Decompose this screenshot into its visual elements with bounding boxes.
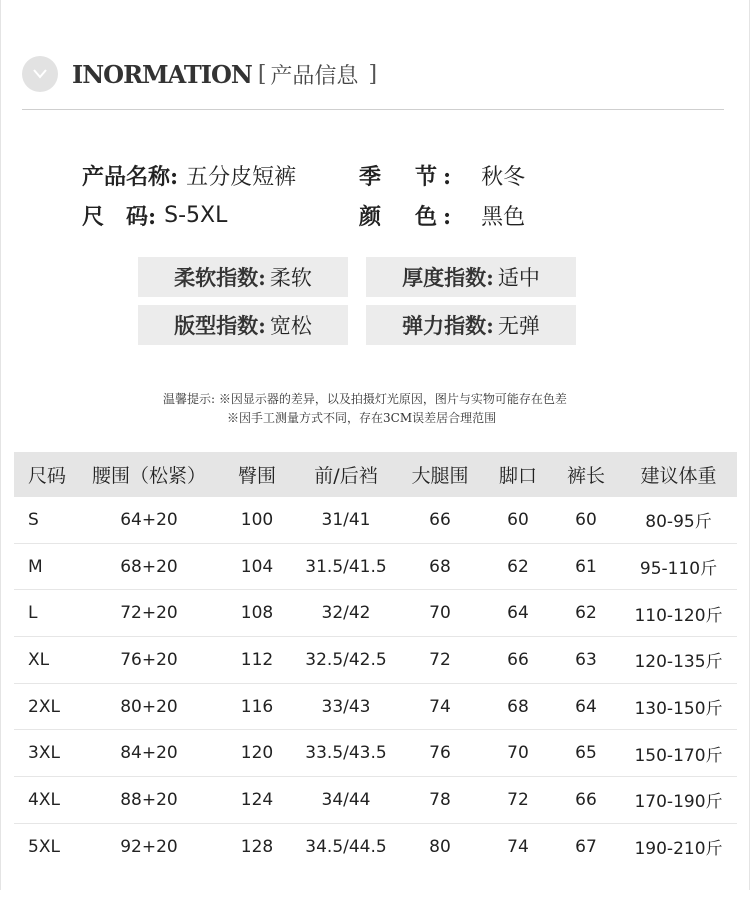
info-color [359, 200, 525, 231]
table-cell: 2XL [14, 683, 80, 730]
table-cell: 76+20 [80, 637, 218, 684]
table-cell: 66 [484, 637, 552, 684]
col-header: 脚口 [484, 452, 552, 497]
table-cell: 32.5/42.5 [296, 637, 396, 684]
table-cell: 104 [218, 543, 296, 590]
info-product-name [82, 160, 296, 191]
table-header-row [14, 452, 737, 497]
table-cell: 61 [552, 543, 620, 590]
section-header [22, 56, 377, 92]
table-cell: 92+20 [120, 836, 178, 857]
note-line-1: 温馨提示: ※因显示器的差异，以及拍摄灯光原因，图片与实物可能存在色差 [163, 392, 567, 406]
table-row [14, 543, 737, 590]
header-divider [22, 109, 724, 110]
header-bracket-open: [ [257, 61, 267, 87]
col-header: 尺码 [14, 452, 80, 497]
table-cell: 32/42 [296, 590, 396, 637]
softness-value: 柔软 [269, 266, 312, 290]
table-cell: 120-135斤 [620, 637, 737, 684]
table-cell: S [14, 497, 80, 543]
col-header: 腰围（松紧） [80, 452, 218, 497]
table-cell: 108 [218, 590, 296, 637]
table-cell: 150-170斤 [620, 730, 737, 777]
table-cell: 76 [396, 730, 484, 777]
table-cell: 64+20 [80, 497, 218, 543]
table-cell: 110-120斤 [620, 590, 737, 637]
table-cell: 88+20 [80, 777, 218, 824]
table-cell: 70 [484, 730, 552, 777]
index-thickness [366, 257, 576, 297]
table-cell: 68+20 [80, 543, 218, 590]
table-cell: 31/41 [296, 497, 396, 543]
col-header: 臀围 [218, 452, 296, 497]
table-cell: 34/44 [296, 777, 396, 824]
size-table [14, 452, 737, 870]
table-cell: M [14, 543, 80, 590]
table-cell: 3XL [14, 730, 80, 777]
table-row [14, 777, 737, 824]
table-cell: 100 [218, 497, 296, 543]
index-elastic [366, 305, 576, 345]
size-label: 尺 码: [82, 204, 157, 230]
table-cell: 80-95斤 [620, 497, 737, 543]
table-cell: 34.5/44.5 [305, 836, 387, 857]
table-cell: 124 [218, 777, 296, 824]
table-cell: 68 [484, 683, 552, 730]
table-cell: 66 [396, 497, 484, 543]
index-fit [138, 305, 348, 345]
table-cell: 60 [552, 497, 620, 543]
table-cell: 74 [507, 836, 529, 857]
table-cell: 112 [218, 637, 296, 684]
col-header: 大腿围 [396, 452, 484, 497]
table-row [14, 823, 737, 869]
chevron-down-icon [22, 56, 58, 92]
table-cell: L [14, 590, 80, 637]
col-header: 前/后裆 [296, 452, 396, 497]
table-cell: 33.5/43.5 [296, 730, 396, 777]
table-cell: 72 [396, 637, 484, 684]
table-row [14, 730, 737, 777]
thickness-value: 适中 [497, 266, 540, 290]
softness-label: 柔软指数: [174, 265, 266, 290]
table-cell: 84+20 [80, 730, 218, 777]
table-cell: XL [14, 637, 80, 684]
col-header: 裤长 [552, 452, 620, 497]
color-value: 黑色 [481, 205, 526, 230]
table-cell: 68 [396, 543, 484, 590]
table-cell: 190-210斤 [634, 839, 723, 860]
table-cell: 80+20 [80, 683, 218, 730]
table-cell: 80 [429, 836, 451, 857]
fit-label: 版型指数: [174, 313, 266, 338]
table-cell: 95-110斤 [620, 543, 737, 590]
table-cell: 64 [484, 590, 552, 637]
table-row [14, 590, 737, 637]
table-row [14, 683, 737, 730]
header-title-cn: 产品信息 [270, 63, 359, 89]
header-title-en: INORMATION [72, 59, 252, 89]
table-cell: 70 [396, 590, 484, 637]
table-cell: 31.5/41.5 [296, 543, 396, 590]
table-cell: 64 [552, 683, 620, 730]
col-header: 建议体重 [620, 452, 737, 497]
table-cell: 5XL [28, 836, 60, 857]
thickness-label: 厚度指数: [402, 265, 494, 290]
table-cell: 66 [552, 777, 620, 824]
table-cell: 78 [396, 777, 484, 824]
header-bracket-close: ] [368, 61, 378, 87]
table-row [14, 497, 737, 543]
table-cell: 74 [396, 683, 484, 730]
table-cell: 62 [552, 590, 620, 637]
note-line-2: ※因手工测量方式不同，存在3CM误差居合理范围 [227, 411, 497, 425]
table-cell: 65 [552, 730, 620, 777]
table-cell: 170-190斤 [620, 777, 737, 824]
table-cell: 128 [240, 836, 274, 857]
table-cell: 60 [484, 497, 552, 543]
color-label: 颜 色: [359, 204, 458, 230]
frame-left-edge [0, 0, 1, 890]
table-cell: 4XL [14, 777, 80, 824]
fit-value: 宽松 [269, 314, 312, 338]
table-cell: 72 [484, 777, 552, 824]
table-cell: 33/43 [296, 683, 396, 730]
info-size [82, 200, 227, 231]
index-softness [138, 257, 348, 297]
table-cell: 67 [575, 836, 597, 857]
table-cell: 62 [484, 543, 552, 590]
table-cell: 130-150斤 [620, 683, 737, 730]
size-value: S-5XL [164, 203, 228, 228]
table-cell: 63 [552, 637, 620, 684]
table-cell: 116 [218, 683, 296, 730]
season-label: 季 节: [359, 164, 458, 190]
elastic-value: 无弹 [497, 314, 540, 338]
product-name-value: 五分皮短裤 [186, 165, 297, 190]
elastic-label: 弹力指数: [402, 313, 494, 338]
product-name-label: 产品名称: [82, 164, 179, 190]
info-season [359, 160, 525, 191]
table-cell: 120 [218, 730, 296, 777]
table-cell: 72+20 [80, 590, 218, 637]
table-row [14, 637, 737, 684]
season-value: 秋冬 [481, 165, 526, 190]
